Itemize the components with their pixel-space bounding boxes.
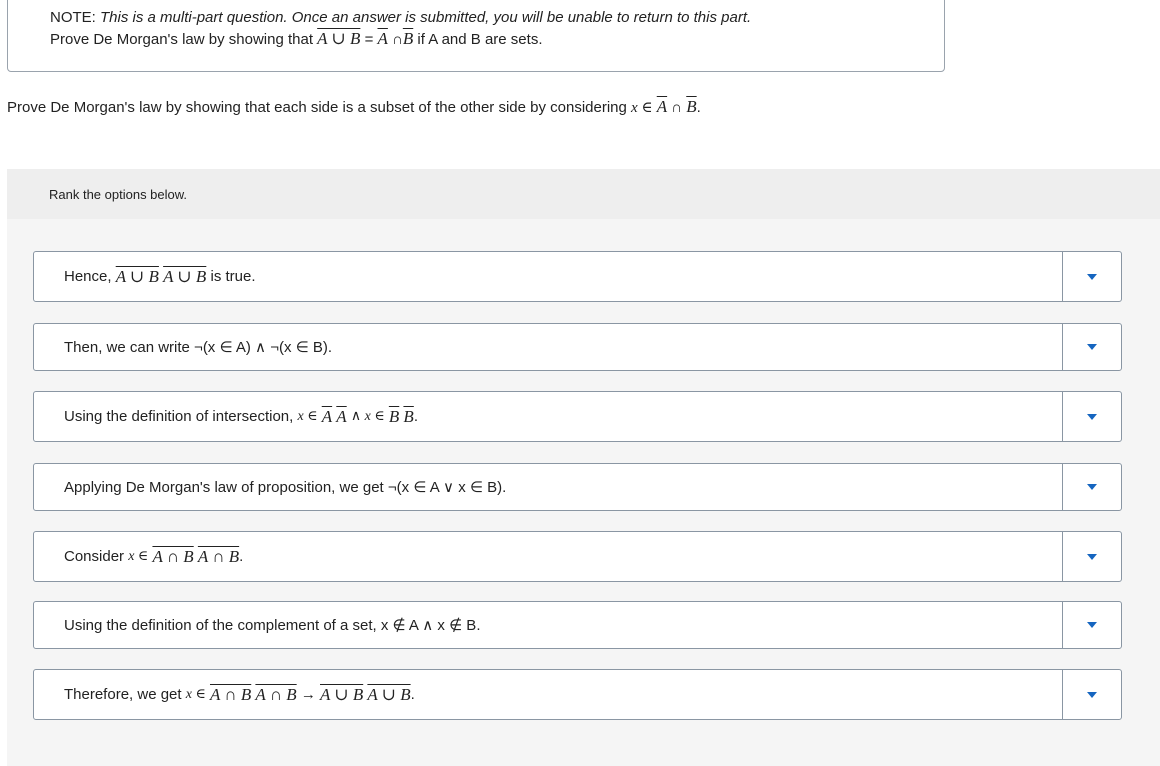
prompt-a: $\overline{A}$ — [656, 97, 668, 116]
option-0-m1: A ∪ B — [115, 266, 159, 286]
caret-down-icon — [1087, 622, 1097, 628]
question-suffix: if A and B are sets. — [417, 31, 543, 48]
option-text — [34, 532, 1063, 581]
prompt-b: $\overline{B}$ — [686, 97, 697, 116]
note-box — [7, 0, 945, 72]
caret-down-icon — [1087, 692, 1097, 698]
math-rhs-b: $\overline{B}$ — [402, 29, 414, 48]
note-line — [50, 7, 944, 28]
math-rhs-a: $\overline{A}$ — [377, 29, 388, 48]
option-4-m1: A ∩ B — [152, 546, 194, 566]
option-6-m1: A ∩ B — [209, 684, 252, 704]
rank-dropdown[interactable] — [1063, 324, 1121, 370]
option-4-m2: A ∩ B — [197, 546, 240, 566]
rank-dropdown[interactable] — [1063, 464, 1121, 510]
option-2-x: x ∈ — [297, 409, 318, 424]
option-text — [34, 252, 1063, 301]
option-6-m4: A ∪ B — [367, 684, 411, 704]
rank-option[interactable] — [33, 669, 1122, 720]
option-4-pre: Consider — [64, 548, 125, 565]
caret-down-icon — [1087, 274, 1097, 280]
caret-down-icon — [1087, 414, 1097, 420]
rank-dropdown[interactable] — [1063, 392, 1121, 441]
rank-option[interactable] — [33, 531, 1122, 582]
option-2-m2: $\overline{A}$ — [336, 406, 347, 426]
rank-dropdown[interactable] — [1063, 670, 1121, 719]
rank-option[interactable] — [33, 251, 1122, 302]
prompt-cap: ∩ — [671, 99, 683, 116]
ranking-panel — [7, 169, 1160, 766]
rank-option[interactable] — [33, 391, 1122, 442]
option-2-pre: Using the definition of intersection, — [64, 408, 294, 425]
rank-dropdown[interactable] — [1063, 252, 1121, 301]
caret-down-icon — [1087, 484, 1097, 490]
option-6-pre: Therefore, we get — [64, 686, 182, 703]
option-6-arrow: → — [300, 686, 316, 703]
option-4-x: x ∈ — [128, 549, 149, 564]
option-0-pre: Hence, — [64, 268, 112, 285]
option-2-post: . — [413, 408, 418, 425]
prompt-text — [7, 97, 701, 117]
option-6-x: x ∈ — [185, 687, 206, 702]
option-6-post: . — [410, 686, 415, 703]
rank-option[interactable] — [33, 323, 1122, 371]
rank-option[interactable] — [33, 463, 1122, 511]
option-2-m4: $\overline{B}$ — [403, 406, 414, 426]
option-2-m3: $\overline{B}$ — [388, 406, 400, 426]
ranking-header: Rank the options below. — [7, 169, 1160, 219]
prompt-prefix: Prove De Morgan's law by showing that each side is a subset of the other side by considering — [7, 99, 627, 116]
option-2-and: ∧ x ∈ — [350, 409, 385, 424]
option-6-m3: A ∪ B — [320, 684, 364, 704]
option-0-m2: A ∪ B — [163, 266, 207, 286]
question-statement — [50, 28, 944, 50]
option-text — [34, 392, 1063, 441]
option-text: Then, we can write ¬(x ∈ A) ∧ ¬(x ∈ B). — [34, 324, 1063, 370]
math-lhs: A ∪ B — [317, 29, 361, 48]
math-eq: = — [364, 31, 374, 48]
option-6-m2: A ∩ B — [255, 684, 297, 704]
option-0-post: is true. — [210, 268, 256, 285]
rank-option[interactable] — [33, 601, 1122, 649]
option-4-post: . — [239, 548, 244, 565]
option-2-m1: $\overline{A}$ — [321, 406, 333, 426]
math-cap: ∩ — [392, 31, 403, 48]
note-label: NOTE: — [50, 9, 96, 26]
caret-down-icon — [1087, 344, 1097, 350]
option-text: Using the definition of the complement of a set, x ∉ A ∧ x ∉ B. — [34, 602, 1063, 648]
note-text: This is a multi-part question. Once an answer is submitted, you will be unable to return to this part. — [100, 9, 752, 26]
option-text — [34, 670, 1063, 719]
rank-dropdown[interactable] — [1063, 532, 1121, 581]
caret-down-icon — [1087, 554, 1097, 560]
prompt-x: x ∈ — [631, 100, 653, 116]
option-text: Applying De Morgan's law of proposition, we get ¬(x ∈ A ∨ x ∈ B). — [34, 464, 1063, 510]
question-prefix: Prove De Morgan's law by showing that — [50, 31, 313, 48]
prompt-period: . — [696, 99, 701, 116]
rank-dropdown[interactable] — [1063, 602, 1121, 648]
